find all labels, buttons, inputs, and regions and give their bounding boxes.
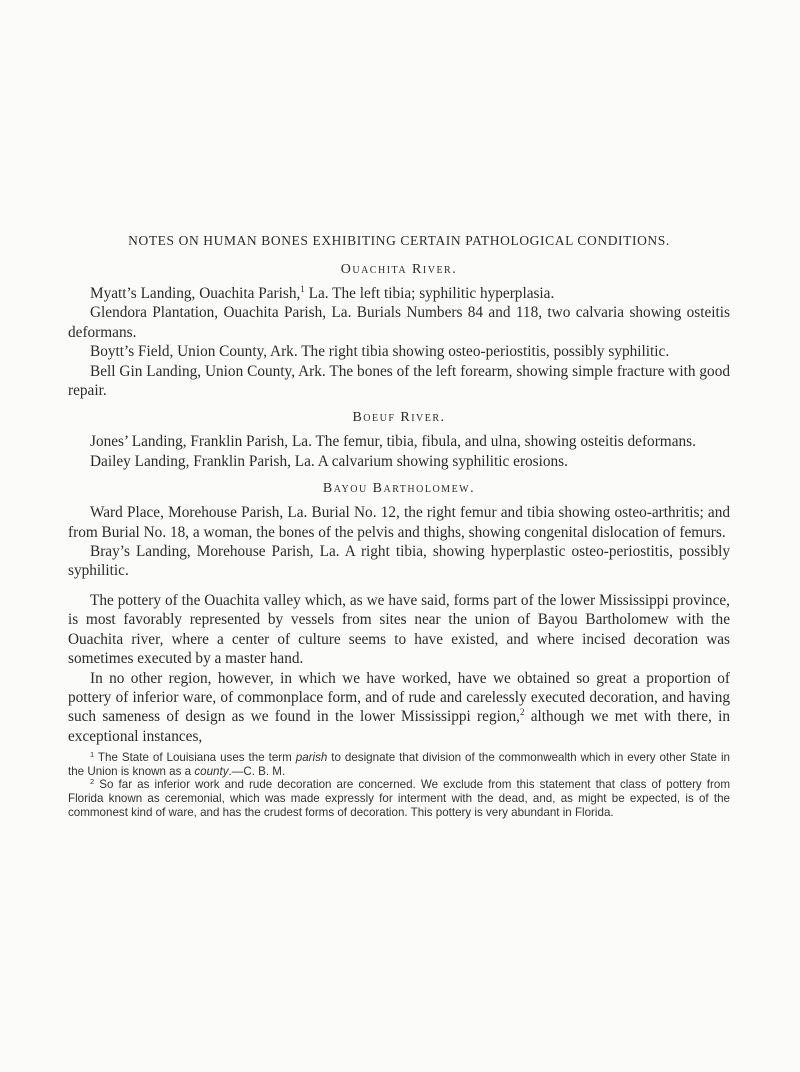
entry: Ward Place, Morehouse Parish, La. Burial No. 12, the right femur and tibia showing osteo-arthritis; and from Burial No. 18, a woman, the bones of the pelvis and thighs, showing congenital dislocation of femurs. [68,504,730,541]
body-text: although we met with there, in exceptional instances, [68,708,730,745]
entry: Bray’s Landing, Morehouse Parish, La. A right tibia, showing hyperplastic osteo-periostitis, possibly syphilitic. [68,543,730,580]
entry: Glendora Plantation, Ouachita Parish, La. Burials Numbers 84 and 118, two calvaria showing osteitis deformans. [68,304,730,341]
section-bayou-bartholomew [68,481,730,581]
section-heading: Bayou Bartholomew. [322,481,476,497]
footnote-mark: 2 [90,777,95,787]
entry: Jones’ Landing, Franklin Parish, La. The femur, tibia, fibula, and ulna, showing osteitis deformans. [90,433,696,451]
footnote [68,778,730,819]
footnote-mark: 1 [90,750,95,760]
footnote-text: .—C. B. M. [228,764,286,778]
section-boeuf-river [68,410,730,471]
footnote-text: So far as inferior work and rude decoration are concerned. We exclude from this statement that class of pottery from Florida known as ceremonial, which was made expressly for interment with the dead, and, as might be expected, is of the commonest kind of ware, and has the crudest forms of decoration. This pottery is very abundant in Florida. [68,778,730,819]
footnote-emphasis: parish [295,751,328,765]
footnote-emphasis: county [194,764,229,778]
footnote [68,751,730,778]
entry: Dailey Landing, Franklin Parish, La. A calvarium showing syphilitic erosions. [90,452,568,470]
entry [68,284,730,303]
body-paragraph [68,669,730,747]
entry: Boytt’s Field, Union County, Ark. The right tibia showing osteo-periostitis, possibly syphilitic. [90,343,670,361]
footnote-text: to designate that division of the commonwealth which in every other State in the Union is known as a [68,751,730,778]
section-ouachita-river [68,262,730,400]
section-heading: Ouachita River. [340,262,458,277]
page-title: NOTES ON HUMAN BONES EXHIBITING CERTAIN PATHOLOGICAL CONDITIONS. [128,233,670,248]
footnotes [68,751,730,819]
body-text: In no other region, however, in which we have worked, have we obtained so great a proportion of pottery of inferior ware, of commonplace form, and of rude and carelessly executed decoration, and having such sameness of design as we found in the lower Mississippi region, [68,669,730,726]
footnote-ref: 1 [300,284,305,294]
spacer [68,581,730,591]
footnote-ref: 2 [519,707,525,718]
entry-text: Myatt’s Landing, Ouachita Parish, [90,285,301,302]
entry-text: La. The left tibia; syphilitic hyperplasia. [304,285,555,302]
body-paragraph: The pottery of the Ouachita valley which, as we have said, forms part of the lower Mississippi province, is most favorably represented by vessels from sites near the union of Bayou Bartholomew with the Ouachita river, where a center of culture seems to have existed, and where incised decoration was sometimes executed by a master hand. [68,591,730,668]
entry: Bell Gin Landing, Union County, Ark. The bones of the left forearm, showing simple fracture with good repair. [68,362,730,400]
section-heading: Boeuf River. [352,410,446,426]
footnote-text: The State of Louisiana uses the term [94,751,296,765]
